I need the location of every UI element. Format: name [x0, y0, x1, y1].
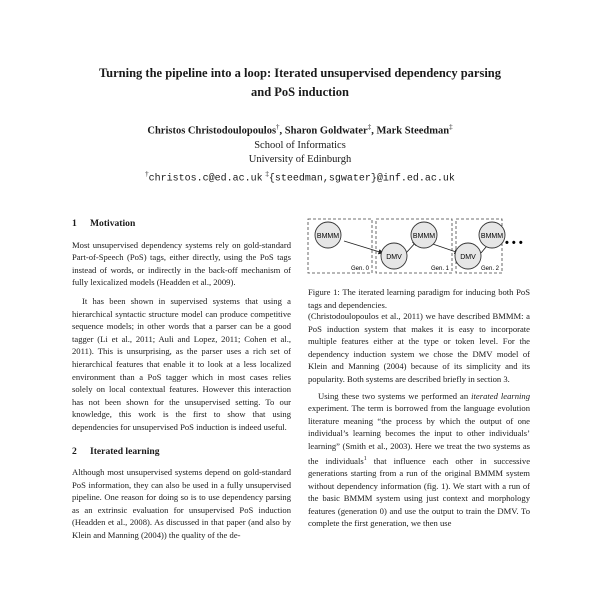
emphasis: iterated learning: [471, 390, 530, 401]
section-heading-iterated-learning: [72, 446, 291, 459]
author-name-1: Christos Christodoulopoulos: [147, 125, 277, 137]
section-number: 1: [72, 218, 77, 229]
paragraph: Although most unsupervised systems depend on gold-standard PoS information, they can also be used in a fully unsupervised pipeline. One reason for doing so is to use dependency parsing as an extrinsic evaluation for unsupervised PoS induction (Headden et al., 2008). As discussed in that paper (and also by Klein and Manning (2004)) the quality of the de-: [72, 467, 291, 541]
node-label: BMMM: [480, 233, 504, 240]
author-name-3: Mark Steedman: [376, 125, 450, 137]
author-mark-1: †: [276, 123, 280, 131]
email-mark-1: †: [145, 169, 149, 178]
email-2[interactable]: {steedman,sgwater}@inf.ed.ac.uk: [268, 173, 455, 184]
email-1[interactable]: christos.c@ed.ac.uk: [148, 173, 263, 184]
paragraph: It has been shown in supervised systems that using a hierarchical syntactic structure model can produce competitive sequence models; in other words that a parser can be a good tagger (Li et al., 2011; Auli and Lopez, 2011; Cohen et al., 2011). This is unsurprising, as the parser uses a rich set of hierarchical features that enable it to look at a less localized environment than a PoS tagger which in most cases relies solely on local contextual features. However this interaction has not been shown for the unsupervised setting. To our knowledge, this work is the first to show that using dependencies for unsupervised PoS induction is indeed useful.: [72, 295, 291, 432]
paragraph: Using these two systems we performed an iterated learning experiment. The term is borrowed from the language evolution literature meaning “the process by which the output of one individual’s learning becomes the input to other individuals’ learning” (Smith et al., 2003). Here we treat the two systems as the individuals$^1$ that influence each other in successive generations starting from a run of the original BMMM system without dependency information (fig. 1). We start with a run of the basic BMMM system using just context and morphology features (generation 0) and use the output to train the DMV. To complete the first generation, we then use: [308, 390, 531, 529]
author-mark-3: ‡: [449, 123, 453, 131]
paper-title: [40, 64, 560, 102]
ellipsis: • • •: [505, 237, 523, 249]
paragraph: Most unsupervised dependency systems rely on gold-standard Part-of-Speech (PoS) tags, either directly, using the PoS tags instead of words, or indirectly in the back-off mechanism of fully lexicalized models (Headden et al., 2009).: [72, 239, 291, 288]
node-dmv-gen1: [381, 243, 407, 269]
email-mark-2: ‡: [265, 169, 269, 178]
author-names: [40, 120, 560, 139]
author-block: [40, 120, 560, 186]
gen-label-2: Gen. 2: [480, 266, 499, 272]
node-bmmm-gen0: [315, 222, 341, 248]
node-label: DMV: [460, 254, 476, 261]
node-bmmm-gen2: [479, 222, 505, 248]
iterated-learning-figure: [306, 215, 532, 277]
node-label: BMMM: [412, 233, 436, 240]
footnote-mark: 1: [363, 455, 367, 462]
arrow: [344, 241, 383, 253]
right-column: [308, 310, 530, 530]
title-line-1: Turning the pipeline into a loop: Iterated unsupervised dependency parsing: [98, 66, 502, 80]
node-dmv-gen2: [455, 243, 481, 269]
left-column: [72, 218, 291, 542]
node-label: BMMM: [316, 233, 340, 240]
section-heading-motivation: [72, 218, 291, 231]
author-emails: [40, 167, 560, 187]
section-number: 2: [72, 445, 77, 457]
figure-caption: Figure 1: The iterated learning paradigm for inducing both PoS tags and dependencies.: [308, 287, 530, 310]
node-bmmm-gen1: [411, 222, 437, 248]
author-mark-2: ‡: [367, 123, 372, 131]
paragraph: (Christodoulopoulos et al., 2011) we have described BMMM: a PoS induction system that makes it is easy to incorporate multiple features either at the type or token level. For the dependency induction system we chose the DMV model of Klein and Manning (2004) because of its simplicity and its popularity. Both systems are described briefly in section 3.: [308, 311, 530, 384]
title-line-2: and PoS induction: [251, 85, 349, 99]
gen-label-0: Gen. 0: [350, 266, 369, 272]
author-name-2: Sharon Goldwater: [284, 125, 368, 137]
section-title: Iterated learning: [90, 445, 160, 457]
node-label: DMV: [386, 254, 402, 261]
affiliation-school: School of Informatics: [254, 139, 346, 151]
author-separator-1: ,: [279, 125, 285, 137]
author-separator-2: ,: [371, 125, 377, 137]
section-title: Motivation: [90, 218, 136, 229]
affiliation-university: University of Edinburgh: [248, 153, 352, 165]
gen-label-1: Gen. 1: [430, 266, 449, 272]
